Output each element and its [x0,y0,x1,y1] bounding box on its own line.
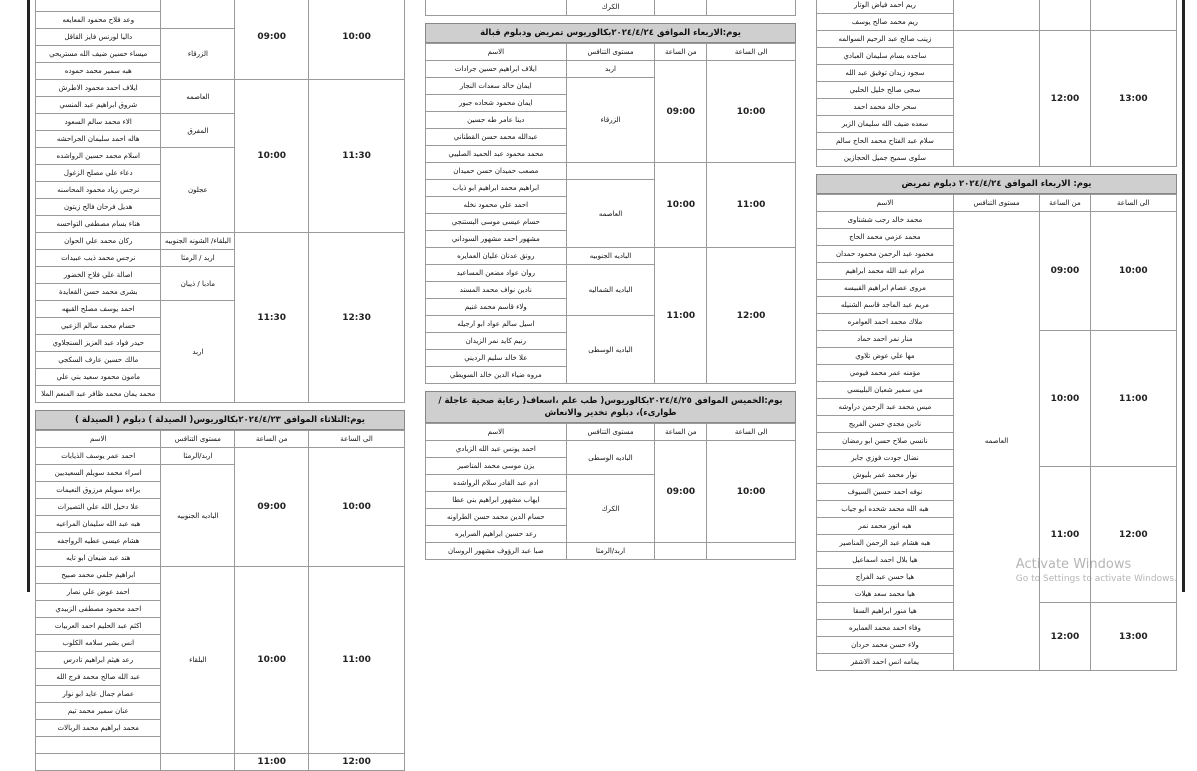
name-cell: مروى عصام ابراهيم القبيسه [817,280,954,297]
name-cell: مصعب حميدان حسن حميدان [426,163,567,180]
name-cell: سحر خالد محمد احمد [817,99,954,116]
name-cell: نضال جودت فوزي جابر [817,450,954,467]
name-cell: حسام الدين محمد حسن الطراونه [426,509,567,526]
from-time-header: من الساعة [655,424,707,441]
to-time: 12:00 [309,754,405,771]
name-cell: عنان سمير محمد تيم [36,703,161,720]
from-time: 10:00 [235,80,309,233]
from-time: 09:00 [655,61,707,163]
from-time-header: من الساعة [1040,195,1090,212]
name-cell: ولاء قاسم محمد غنيم [426,299,567,316]
to-time: 12:00 [1090,467,1176,603]
name-cell: نوفه احمد حسين السيوف [817,484,954,501]
name-cell: رونق عدنان عليان العمايره [426,248,567,265]
name-cell: مشهور احمد مشهور السوداني [426,231,567,248]
to-time-header: الى الساعة [309,431,405,448]
to-time: 11:00 [707,163,796,248]
table-row [817,0,1177,14]
level-cell [953,0,1039,31]
name-cell: محمد محمود عبد الحميد الصليبي [426,146,567,163]
to-time: 10:00 [1090,212,1176,331]
name-cell: مي سمير شعبان البليبسي [817,382,954,399]
name-cell: مؤمنه عمر محمد فيومي [817,365,954,382]
name-cell: علا دخيل الله علي التصيرات [36,499,161,516]
level-cell: الزرقاء [161,29,235,80]
name-cell: ملاك محمد احمد العوامره [817,314,954,331]
column-header-row [817,195,1177,212]
table-row [426,61,796,78]
name-cell: منار نمر احمد حماد [817,331,954,348]
from-time: 11:30 [235,233,309,403]
name-header: الاسم [817,195,954,212]
level-cell [953,31,1039,167]
name-cell: مروه ضياء الدين خالد السويطي [426,367,567,384]
name-cell: الاء محمد سالم السعود [36,114,161,131]
name-cell: شروق ابراهيم عبد المنسي [36,97,161,114]
schedule-table-middle-0: الكرك [425,0,796,16]
from-time-header: من الساعة [655,44,707,61]
table-row [36,754,405,771]
name-cell: اسلام محمد حسين الرواشده [36,148,161,165]
activate-windows-watermark: Activate Windows Go to Settings to activate Windows. [1015,557,1177,584]
level-cell: المفرق [161,114,235,148]
name-cell: ريم احمد فياض الوتار [817,0,954,14]
level-header: مستوى التنافس [566,424,655,441]
to-time: 12:00 [707,248,796,384]
name-cell: هناء بسام مصطفى التواحسه [36,216,161,233]
schedule-table-right-1 [816,0,1177,167]
name-cell: محمد خالد رجب ششتاوى [817,212,954,229]
name-cell: احمد يونس عبد الله الزبادي [426,441,567,458]
column-header-row [36,431,405,448]
name-cell: ميساء حسين ضيف الله مستريحي [36,46,161,63]
name-cell: ولاء حسن محمد حردان [817,637,954,654]
level-cell: الباديه الوسطى [566,441,655,475]
name-cell: دعاء علي مصلح الزغول [36,165,161,182]
name-cell: محمود عبد الرحمن محمود حمدان [817,246,954,263]
to-time: 10:00 [309,0,405,80]
page-edge-line [27,0,30,592]
page-edge-line-right [1182,0,1185,592]
to-time [1090,0,1176,31]
from-time: 09:00 [235,448,309,567]
name-cell: يزن موسى محمد المناصير [426,458,567,475]
name-cell: سعده ضيف الله سليمان الزبر [817,116,954,133]
column-header-row [426,44,796,61]
table-row [36,233,405,250]
name-cell: ايهاب مشهور ابراهيم بني عطا [426,492,567,509]
to-time: 12:30 [309,233,405,403]
name-cell: هبه عبد الله سليمان المراعيه [36,516,161,533]
name-cell: محمد عزمي محمد الحاج [817,229,954,246]
name-cell: اسيل سالم عواد ابو ارجيله [426,316,567,333]
from-time: 10:00 [235,567,309,754]
name-cell: مالك حسين عارف السكجي [36,352,161,369]
level-cell: الزرقاء [566,78,655,163]
to-time [707,543,796,560]
level-cell: العاصمه [161,80,235,114]
name-cell: نرجس محمد ذيب عبيدات [36,250,161,267]
level-cell [161,754,235,771]
name-cell: هاله احمد سليمان الجراحشه [36,131,161,148]
from-time: 11:00 [655,248,707,384]
section-header-wednesday-diploma: يوم: الاربعاء الموافق ٢٠٢٤/٤/٢٤ دبلوم تمريض [816,174,1177,194]
name-cell: ايلاف احمد محمود الاطرش [36,80,161,97]
name-cell: ركان محمد علي الحوان [36,233,161,250]
schedule-table-left-2 [35,430,405,771]
name-cell: هديل فرحان فالح زيتون [36,199,161,216]
level-cell: اربد [161,301,235,403]
level-cell: العاصمه [953,212,1039,671]
name-cell: صبا عبد الرؤوف مشهور الروسان [426,543,567,560]
level-cell: الباديه الجنوبيه [566,248,655,265]
to-time: 13:00 [1090,603,1176,671]
level-cell: الكرك [566,475,655,543]
name-cell: وفاء احمد محمد العمايره [817,620,954,637]
name-cell: اسراء محمد سويلم السعيديين [36,465,161,482]
level-cell: اربد / الرمثا [161,250,235,267]
name-cell [36,737,161,754]
level-cell [161,0,235,29]
name-cell: حسام عيسى موسى البستنجي [426,214,567,231]
level-cell: البلقاء/ الشونه الجنوبيه [161,233,235,250]
to-time-header: الى الساعة [707,424,796,441]
name-cell: هشام عيسى عطيه الرواجفه [36,533,161,550]
table-row [817,212,1177,229]
name-cell: احمد عوض علي نصار [36,584,161,601]
from-time: 12:00 [1040,31,1090,167]
to-time: 13:00 [1090,31,1176,167]
name-cell: اكثم عبد الحليم احمد العربيات [36,618,161,635]
name-cell: هيا منور ابراهيم السقا [817,603,954,620]
level-cell: الباديه الجنوبيه [161,465,235,567]
name-cell: ابراهيم حلمي محمد صبيح [36,567,161,584]
name-cell: نوار محمد عمر بليوش [817,467,954,484]
level-cell: اربد/الرمثا [566,543,655,560]
level-cell: اربد/الرمثا [161,448,235,465]
name-cell: نانسي صلاح حسن ابو رمضان [817,433,954,450]
section-header-tuesday: يوم:الثلاثاء الموافق ٢٠٢٤/٤/٢٣بكالوريوس( الصيدلة ) دبلوم ( الصيدلة ) [35,410,405,430]
name-cell: نادين مجدي حسن الفريج [817,416,954,433]
table-row [426,543,796,560]
level-cell: الباديه الشماليه [566,265,655,316]
schedule-table-middle-2 [425,423,796,560]
name-cell: مها علي عوض تلاوي [817,348,954,365]
from-time: 11:00 [235,754,309,771]
level-cell: العاصمه [566,180,655,248]
to-time: 11:30 [309,80,405,233]
name-cell: ايمان خالد سعدات النجار [426,78,567,95]
name-cell: ريم محمد صالح يوسف [817,14,954,31]
name-cell: عبدالله محمد حسن القطناني [426,129,567,146]
table-row [426,248,796,265]
from-time-header: من الساعة [235,431,309,448]
name-header: الاسم [426,424,567,441]
level-header: مستوى التنافس [953,195,1039,212]
name-cell: هيا بلال احمد اسماعيل [817,552,954,569]
from-time [655,543,707,560]
from-time: 12:00 [1040,603,1090,671]
name-cell: محمد يمان محمد ظافر عبد المنعم الملا [36,386,161,403]
name-cell: دينا عامر طه حسين [426,112,567,129]
table-row [36,80,405,97]
name-cell [36,0,161,12]
name-cell: روان عواد مضعن المساعيد [426,265,567,282]
from-time: 09:00 [235,0,309,80]
level-cell: اربد [566,61,655,78]
level-header: مستوى التنافس [161,431,235,448]
name-cell: نرجس زياد محمود المحاسنه [36,182,161,199]
column-header-row [426,424,796,441]
name-cell: بشرى محمد حسن القعايدة [36,284,161,301]
name-cell: ايلاف ابراهيم حسين جرادات [426,61,567,78]
level-header: مستوى التنافس [566,44,655,61]
name-cell [36,754,161,771]
from-time: 09:00 [1040,212,1090,331]
table-row [36,567,405,584]
name-cell: انس بشير سلامه الكلوب [36,635,161,652]
name-cell: مرام عبد الله محمد ابراهيم [817,263,954,280]
table-row [426,163,796,180]
name-cell: داليا لورنس فايز القاقل [36,29,161,46]
name-cell: هبه الله محمد شحده ابو جياب [817,501,954,518]
left-page-strip [35,0,405,767]
to-time: 11:00 [309,567,405,754]
name-cell: عصام جمال عايد ابو نوار [36,686,161,703]
name-cell: رعد هيثم ابراهيم تادرس [36,652,161,669]
name-cell: حسام محمد سالم الزعبي [36,318,161,335]
level-cell: عجلون [161,148,235,233]
schedule-table-middle-1 [425,43,796,384]
table-row [426,441,796,458]
schedule-table-right-2 [816,194,1177,671]
name-cell: احمد يوسف مصلح القبهه [36,301,161,318]
to-time-header: الى الساعة [707,44,796,61]
name-cell: براءه سويلم مرزوق النعيمات [36,482,161,499]
section-header-wednesday: يوم:الاربعاء الموافق ٢٠٢٤/٤/٢٤بكالوريوس تمريض ودبلوم قبالة [425,23,796,43]
name-cell: اصالة علي فلاح الخضور [36,267,161,284]
name-cell: هند عبد ضيعان ابو تايه [36,550,161,567]
to-time: 10:00 [707,61,796,163]
name-cell: احمد عمر يوسف الذيابات [36,448,161,465]
to-time: 11:00 [1090,331,1176,467]
level-cell: البلقاء [161,567,235,754]
name-cell: عبد الله صالح محمد فرج الله [36,669,161,686]
level-cell: الباديه الوسطى [566,316,655,384]
from-time [1040,0,1090,31]
name-cell: هيا حسن عبد الفراج [817,569,954,586]
table-row [36,448,405,465]
name-cell: ساجده بسام سليمان العبادي [817,48,954,65]
section-header-thursday: يوم:الخميس الموافق ٢٠٢٤/٤/٢٥بكالوريوس( طب علم ،اسعاف( رعاية صحية عاجلة / طوارىء)، دبلوم تخدير والانعاش [425,391,796,423]
name-header: الاسم [426,44,567,61]
table-row [36,0,405,12]
schedule-table-left-1 [35,0,405,403]
name-cell: ابراهيم محمد ابراهيم ابو ذياب [426,180,567,197]
name-cell: سجى صالح خليل الحلبي [817,82,954,99]
from-time: 10:00 [1040,331,1090,467]
right-page-strip [816,0,1177,666]
name-header: الاسم [36,431,161,448]
from-time: 11:00 [1040,467,1090,603]
name-cell: مامون محمود سعيد بني علي [36,369,161,386]
name-cell: حيدر فواد عبد العزيز السنجلاوي [36,335,161,352]
name-cell: سلوى سميح جميل الحجازين [817,150,954,167]
name-cell: احمد علي محمود نخله [426,197,567,214]
name-cell: محمد ابراهيم محمد الربالات [36,720,161,737]
to-time-header: الى الساعة [1090,195,1176,212]
name-cell: نادين نواف محمد المسند [426,282,567,299]
name-cell: هبه هشام عبد الرحمن المناصير [817,535,954,552]
level-cell [566,163,655,180]
name-cell: ادم عبد القادر سلام الرواشده [426,475,567,492]
name-cell: رنيم كايد نمر الزيدان [426,333,567,350]
name-cell: زينب صالح عبد الرحيم السوالمه [817,31,954,48]
name-cell: ميس محمد عبد الرحمن دراوشه [817,399,954,416]
name-cell: احمد محمود مصطفى الزبيدي [36,601,161,618]
from-time: 09:00 [655,441,707,543]
name-cell: وعد فلاح محمود المعايعه [36,12,161,29]
name-cell: هبه انور محمد نمر [817,518,954,535]
level-cell: مادبا / ذيبان [161,267,235,301]
name-cell: سلام عبد الفتاح محمد الحاج سالم [817,133,954,150]
name-cell: سجود زيدان توفيق عبد الله [817,65,954,82]
name-cell: ايمان محمود شحاده جبور [426,95,567,112]
name-cell: علا خالد سليم الرديني [426,350,567,367]
name-cell: هبه سمير محمد حموده [36,63,161,80]
middle-page-strip [425,0,796,592]
name-cell: مريم عبد الماجد قاسم الشنيله [817,297,954,314]
to-time: 10:00 [707,441,796,543]
to-time: 10:00 [309,448,405,567]
name-cell: رعد حسين ابراهيم الصرايره [426,526,567,543]
name-cell: يمامه انس احمد الاشقر [817,654,954,671]
from-time: 10:00 [655,163,707,248]
table-row [817,31,1177,48]
name-cell: هيا محمد سعد هيلات [817,586,954,603]
